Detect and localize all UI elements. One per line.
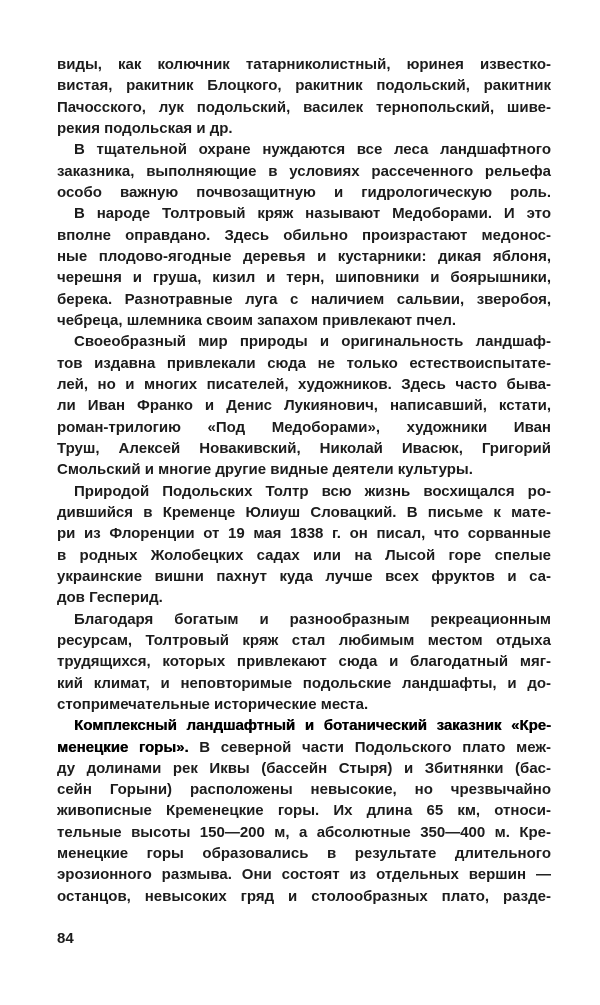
text-line: черешня и груша, кизил и терн, шиповники и боярышники, <box>57 269 551 287</box>
text-line: Смольский и многие другие видные деятели культуры. <box>57 461 473 479</box>
page-body <box>57 54 551 907</box>
text-line: сейн Горыни) расположены невысокие, но чрезвычайно <box>57 781 551 799</box>
text-line: Пачосского, лук подольский, василек тернопольский, шиве- <box>57 98 551 116</box>
text-line: украинские вишни пахнут куда лучше всех фруктов и са- <box>57 567 551 585</box>
text-line: лей, но и многих писателей, художников. Здесь часто быва- <box>57 375 551 393</box>
text-line: дившийся в Кременце Юлиуш Словацкий. В письме к мате- <box>57 503 551 521</box>
text-line: ри из Флоренции от 19 мая 1838 г. он писал, что сорванные <box>57 525 551 543</box>
text-line: В тщательной охране нуждаются все леса ландшафтного <box>74 141 551 159</box>
text-line: рекия подольская и др. <box>57 119 233 137</box>
text-line: живописные Кременецкие горы. Их длина 65 км, относи- <box>57 802 551 820</box>
text-line: ли Иван Франко и Денис Лукиянович, написавший, кстати, <box>57 397 551 415</box>
paragraph <box>57 481 551 609</box>
text-line: заказника, выполняющие в условиях рассеченного рельефа <box>57 162 551 180</box>
text-line: стопримечательные исторические места. <box>57 695 369 713</box>
text-line: Природой Подольских Толтр всю жизнь восхищался ро- <box>74 482 551 500</box>
text-line: ду долинами рек Иквы (бассейн Стыря) и Збитнянки (бас- <box>57 759 551 777</box>
text-line <box>57 737 551 758</box>
text-line: Труш, Алексей Новакивский, Николай Ивасюк, Григорий <box>57 439 551 457</box>
text-line: берека. Разнотравные луга с наличием сальвии, зверобоя, <box>57 290 551 308</box>
paragraph-kremenets-hills <box>57 715 551 907</box>
paragraph <box>57 139 551 203</box>
text-line: трудящихся, которых привлекают сюда и благодатный мяг- <box>57 653 551 671</box>
section-heading-line: Комплексный ландшафтный и ботанический заказник «Кре- <box>74 717 551 735</box>
text-line: вистая, ракитник Блоцкого, ракитник подольский, ракитник <box>57 77 551 95</box>
paragraph <box>57 203 551 331</box>
text-line: эрозионного размыва. Они состоят из отдельных вершин — <box>57 866 551 884</box>
text-line: тельные высоты 150—200 м, а абсолютные 350—400 м. Кре- <box>57 823 551 841</box>
section-heading-end: менецкие горы». <box>57 738 189 756</box>
text-line: роман-трилогию «Под Медоборами», художники Иван <box>57 418 551 436</box>
text-line: вполне оправдано. Здесь обильно произрастают медонос- <box>57 226 551 244</box>
text-line: кий климат, и неповторимые подольские ландшафты, и до- <box>57 674 551 692</box>
paragraph <box>57 331 551 480</box>
text-line: В народе Толтровый кряж называют Медоборами. И это <box>74 205 551 223</box>
text-line: тов издавна привлекали сюда не только естествоиспытате- <box>57 354 551 372</box>
text-line: дов Гесперид. <box>57 589 163 607</box>
text-line: особо важную почвозащитную и гидрологическую роль. <box>57 183 551 201</box>
text-line: Своеобразный мир природы и оригинальность ландшаф- <box>74 333 551 351</box>
text-line: Благодаря богатым и разнообразным рекреационным <box>74 610 551 628</box>
text-line: останцов, невысоких гряд и столообразных плато, разде- <box>57 887 551 905</box>
text-line: чебреца, шлемника своим запахом привлекают пчел. <box>57 311 457 329</box>
text-line: виды, как колючник татарниколистный, юринея известко- <box>57 56 551 73</box>
text-span: В северной части Подольского плато меж- <box>188 738 551 756</box>
text-line: менецкие горы образовались в результате длительного <box>57 845 551 863</box>
text-line: ресурсам, Толтровый кряж стал любимым местом отдыха <box>57 631 551 649</box>
paragraph <box>57 609 551 716</box>
page-number: 84 <box>57 930 74 947</box>
text-line: в родных Жолобецких садах или на Лысой горе спелые <box>57 546 551 564</box>
paragraph <box>57 54 551 139</box>
text-line: ные плодово-ягодные деревья и кустарники: дикая яблоня, <box>57 247 551 265</box>
